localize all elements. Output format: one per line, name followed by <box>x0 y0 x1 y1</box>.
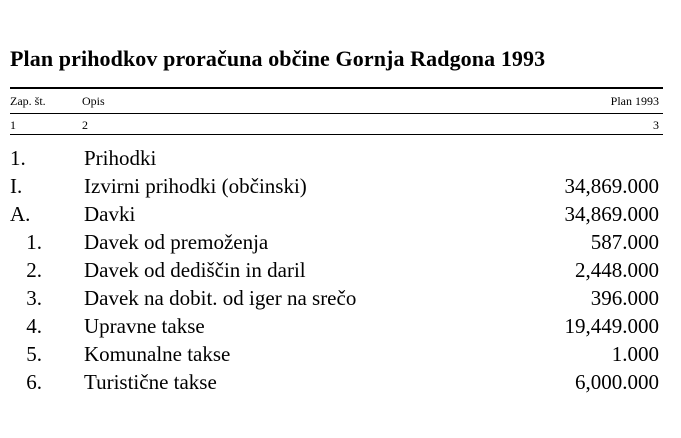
table-row <box>0 342 681 370</box>
row-description: Davek od dediščin in daril <box>84 258 306 282</box>
table-row <box>0 314 681 342</box>
row-description: Prihodki <box>84 146 157 170</box>
table-top-rule <box>10 87 663 89</box>
table-row <box>0 286 681 314</box>
column-header-zap: Zap. št. <box>10 94 46 108</box>
row-plan-value: 34,869.000 <box>564 202 659 226</box>
row-description: Davek od premoženja <box>84 230 269 254</box>
column-number-3: 3 <box>653 118 659 132</box>
header-rule <box>10 113 663 114</box>
table-row <box>0 370 681 398</box>
row-number: 1. <box>10 146 26 170</box>
row-plan-value: 34,869.000 <box>564 174 659 198</box>
row-number: 5. <box>26 342 42 366</box>
row-plan-value: 2,448.000 <box>575 258 659 282</box>
row-plan-value: 587.000 <box>590 230 659 254</box>
row-description: Izvirni prihodki (občinski) <box>84 174 307 198</box>
row-description: Upravne takse <box>84 314 205 338</box>
table-row <box>0 202 681 230</box>
row-number: I. <box>10 174 23 198</box>
row-number: 6. <box>26 370 42 394</box>
column-number-2: 2 <box>82 118 88 132</box>
row-plan-value: 1.000 <box>611 342 659 366</box>
table-row <box>0 146 681 174</box>
table-row <box>0 174 681 202</box>
row-plan-value: 396.000 <box>590 286 659 310</box>
row-description: Davek na dobit. od iger na srečo <box>84 286 357 310</box>
row-number: 4. <box>26 314 42 338</box>
table-row <box>0 258 681 286</box>
page-title: Plan prihodkov proračuna občine Gornja Radgona 1993 <box>10 46 546 71</box>
row-number: 3. <box>26 286 42 310</box>
row-description: Davki <box>84 202 136 226</box>
row-description: Turistične takse <box>84 370 217 394</box>
row-number: A. <box>10 202 31 226</box>
column-number-1: 1 <box>10 118 16 132</box>
row-number: 1. <box>26 230 42 254</box>
row-description: Komunalne takse <box>84 342 231 366</box>
table-row <box>0 230 681 258</box>
row-number: 2. <box>26 258 42 282</box>
row-plan-value: 19,449.000 <box>564 314 659 338</box>
column-header-plan: Plan 1993 <box>610 94 659 108</box>
column-number-rule <box>10 134 663 135</box>
column-header-opis: Opis <box>82 94 105 108</box>
row-plan-value: 6,000.000 <box>575 370 659 394</box>
